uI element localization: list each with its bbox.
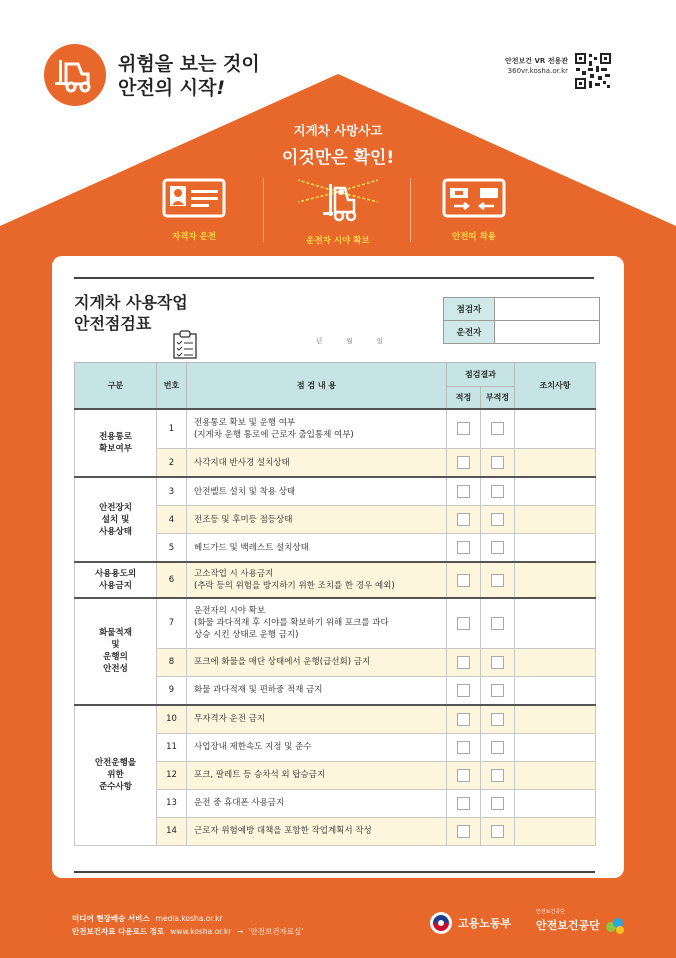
category-cell <box>75 477 157 562</box>
footer-media-label: 미디어 현장배송 서비스 <box>72 914 150 923</box>
moel-name: 고용노동부 <box>458 917 512 930</box>
ok-checkbox[interactable] <box>457 769 470 782</box>
result-ok-cell <box>447 598 481 648</box>
item-content <box>187 817 447 845</box>
header-ng: 부적정 <box>481 387 515 409</box>
category-label: 전용통로 <box>99 431 132 442</box>
item-content-line: (지게차 운행 통로에 근로자 출입통제 여부) <box>194 429 354 440</box>
result-ok-cell <box>447 506 481 534</box>
category-cell <box>75 562 157 598</box>
category-label: 사용상태 <box>99 526 132 537</box>
table-row <box>75 562 596 598</box>
icon-item-license <box>134 178 254 242</box>
category-label: 준수사항 <box>99 782 132 792</box>
result-ng-cell <box>481 598 515 648</box>
item-content <box>187 705 447 734</box>
ok-checkbox[interactable] <box>457 684 470 697</box>
result-ng-cell <box>481 562 515 598</box>
header-result: 점검결과 <box>447 363 515 387</box>
item-number: 2 <box>157 449 187 478</box>
item-number: 6 <box>157 562 187 598</box>
form-title <box>74 292 188 334</box>
ng-checkbox[interactable] <box>491 485 504 498</box>
result-ok-cell <box>447 733 481 761</box>
item-content <box>187 761 447 789</box>
bottom-rule <box>74 871 595 873</box>
date-month-label: 월 <box>346 337 353 345</box>
item-content <box>187 789 447 817</box>
category-label: 안전운행을 <box>94 758 137 768</box>
result-ng-cell <box>481 506 515 534</box>
top-rule <box>74 277 594 279</box>
result-ng-cell <box>481 477 515 506</box>
result-ok-cell <box>447 789 481 817</box>
hero-subtitle: 지게차 사망사고 <box>293 123 383 138</box>
result-ng-cell <box>481 676 515 705</box>
item-content-line: 상승 시킨 상태로 운행 금지) <box>194 630 299 641</box>
action-field[interactable] <box>515 789 596 817</box>
result-ok-cell <box>447 534 481 563</box>
item-number: 7 <box>157 598 187 648</box>
header-category: 구분 <box>75 363 157 409</box>
result-ng-cell <box>481 817 515 845</box>
ng-checkbox[interactable] <box>491 656 504 669</box>
vr-info <box>490 56 568 76</box>
item-number: 4 <box>157 506 187 534</box>
ng-checkbox[interactable] <box>491 422 504 435</box>
item-content-line: 사업장내 제한속도 지정 및 준수 <box>194 742 312 752</box>
item-content <box>187 506 447 534</box>
hero-title: 이것만은 확인! <box>281 148 395 168</box>
result-ok-cell <box>447 648 481 676</box>
icon-caption-seatbelt: 안전띠 착용 <box>451 232 496 242</box>
action-field[interactable] <box>515 676 596 705</box>
item-content <box>187 562 447 598</box>
icon-caption-visibility: 운전자 시야 확보 <box>306 236 370 246</box>
ok-checkbox[interactable] <box>457 656 470 669</box>
category-label: 사용금지 <box>99 581 132 591</box>
ng-checkbox[interactable] <box>491 769 504 782</box>
slogan-line2: 안전의 시작 <box>118 77 217 99</box>
ok-checkbox[interactable] <box>457 617 470 630</box>
taegeuk-emblem-icon <box>430 912 452 934</box>
clipboard-icon <box>172 330 198 360</box>
item-number: 3 <box>157 477 187 506</box>
category-label: 설치 및 <box>101 514 130 525</box>
action-field[interactable] <box>515 598 596 648</box>
action-field[interactable] <box>515 506 596 534</box>
category-label: 위한 <box>107 770 124 780</box>
slogan-line1: 위험을 보는 것이 <box>118 53 260 75</box>
result-ok-cell <box>447 761 481 789</box>
divider <box>263 178 264 242</box>
table-row <box>75 705 596 734</box>
ng-checkbox[interactable] <box>491 741 504 754</box>
result-ok-cell <box>447 449 481 478</box>
item-number: 5 <box>157 534 187 563</box>
action-field[interactable] <box>515 409 596 449</box>
category-label: 운행의 <box>103 652 128 663</box>
result-ng-cell <box>481 449 515 478</box>
ok-checkbox[interactable] <box>457 456 470 469</box>
kosha-small: 안전보건공단 <box>536 909 565 915</box>
result-ng-cell <box>481 648 515 676</box>
slogan <box>118 52 260 100</box>
header-number: 번호 <box>157 363 187 409</box>
forklift-logo-icon <box>44 44 106 106</box>
category-label: 안전장치 <box>99 502 132 513</box>
item-content-line: 포크에 화물을 매단 상태에서 운행(급선회) 금지 <box>194 657 371 667</box>
item-content-line: (화물 과다적재 후 시야를 확보하기 위해 포크를 과다 <box>194 618 389 629</box>
item-content <box>187 598 447 648</box>
action-field[interactable] <box>515 817 596 845</box>
category-cell <box>75 705 157 846</box>
icon-item-seatbelt <box>414 178 534 242</box>
action-field[interactable] <box>515 761 596 789</box>
item-content-line: 운전자의 시야 확보 <box>194 606 266 617</box>
result-ng-cell <box>481 761 515 789</box>
item-content-line: 화물 과다적재 및 편하중 적재 금지 <box>194 685 323 695</box>
category-label: 안전성 <box>103 664 128 675</box>
ng-checkbox[interactable] <box>491 797 504 810</box>
result-ok-cell <box>447 562 481 598</box>
icon-item-visibility <box>278 178 398 246</box>
inspector-field[interactable] <box>495 298 600 321</box>
table-row <box>75 477 596 506</box>
item-number: 14 <box>157 817 187 845</box>
result-ok-cell <box>447 817 481 845</box>
item-content-line: 전조등 및 후미등 점등상태 <box>194 514 293 525</box>
ng-checkbox[interactable] <box>491 513 504 526</box>
checklist-table <box>74 362 596 846</box>
seatbelt-icon <box>442 178 506 218</box>
result-ok-cell <box>447 676 481 705</box>
footer-download-dest: '안전보건자료실' <box>248 927 304 936</box>
id-card-icon <box>162 178 226 218</box>
ng-checkbox[interactable] <box>491 574 504 587</box>
item-content <box>187 449 447 478</box>
category-cell <box>75 598 157 705</box>
item-content-line: 사각지대 반사경 설치상태 <box>194 457 290 468</box>
date-field[interactable] <box>316 336 407 345</box>
result-ng-cell <box>481 705 515 734</box>
qr-code-icon[interactable] <box>574 52 612 90</box>
result-ng-cell <box>481 789 515 817</box>
item-content <box>187 477 447 506</box>
item-number: 13 <box>157 789 187 817</box>
result-ng-cell <box>481 409 515 449</box>
category-label: 및 <box>111 640 120 651</box>
item-number: 8 <box>157 648 187 676</box>
item-content-line: 근로자 위험예방 대책을 포함한 작업계획서 작성 <box>194 826 372 836</box>
category-label: 화물적재 <box>99 628 132 639</box>
action-field[interactable] <box>515 705 596 734</box>
item-content-line: (추락 등의 위험을 방지하기 위한 조치를 한 경우 예외) <box>194 581 395 591</box>
item-content-line: 안전벨트 설치 및 착용 상태 <box>194 486 296 497</box>
item-number: 10 <box>157 705 187 734</box>
item-content-line: 전용통로 확보 및 운행 여부 <box>194 417 296 428</box>
item-content-line: 운전 중 휴대폰 사용금지 <box>194 798 285 808</box>
ng-checkbox[interactable] <box>491 825 504 838</box>
category-label: 확보여부 <box>99 443 132 454</box>
ok-checkbox[interactable] <box>457 741 470 754</box>
result-ok-cell <box>447 409 481 449</box>
item-content-line: 고소작업 시 사용금지 <box>194 569 274 579</box>
ng-checkbox[interactable] <box>491 713 504 726</box>
item-content <box>187 648 447 676</box>
ok-checkbox[interactable] <box>457 825 470 838</box>
item-content <box>187 534 447 563</box>
result-ok-cell <box>447 477 481 506</box>
moel-logo <box>430 912 511 934</box>
action-field[interactable] <box>515 733 596 761</box>
driver-field[interactable] <box>495 321 600 344</box>
item-content <box>187 733 447 761</box>
footer-links <box>72 912 303 938</box>
vr-title: 안전보건 VR 전용관 <box>504 57 568 65</box>
icon-caption-license: 자격자 운전 <box>171 232 216 242</box>
action-field[interactable] <box>515 449 596 478</box>
action-field[interactable] <box>515 562 596 598</box>
ok-checkbox[interactable] <box>457 422 470 435</box>
ng-checkbox[interactable] <box>491 617 504 630</box>
inspector-label: 점검자 <box>444 298 495 321</box>
item-number: 12 <box>157 761 187 789</box>
kosha-leaf-icon <box>603 915 627 935</box>
item-number: 1 <box>157 409 187 449</box>
header-content: 점 검 내 용 <box>187 363 447 409</box>
forklift-visibility-icon <box>293 178 383 222</box>
result-ok-cell <box>447 705 481 734</box>
ng-checkbox[interactable] <box>491 456 504 469</box>
arrow-icon: → <box>236 927 244 936</box>
item-content <box>187 409 447 449</box>
footer-media-url[interactable]: media.kosha.or.kr <box>155 914 223 923</box>
kosha-name: 안전보건공단 <box>536 919 600 932</box>
table-row <box>75 598 596 648</box>
vr-url[interactable]: 360vr.kosha.or.kr <box>507 67 568 75</box>
item-content-line: 헤드가드 및 백레스트 설치상태 <box>194 542 309 553</box>
ok-checkbox[interactable] <box>457 485 470 498</box>
item-number: 9 <box>157 676 187 705</box>
form-title-line2: 안전점검표 <box>74 314 152 333</box>
signature-table <box>443 297 600 344</box>
slogan-exclaim: ! <box>216 77 226 99</box>
ng-checkbox[interactable] <box>491 541 504 554</box>
action-field[interactable] <box>515 648 596 676</box>
date-year-label: 년 <box>316 337 323 345</box>
result-ng-cell <box>481 733 515 761</box>
item-content-line: 무자격자 운전 금지 <box>194 714 266 724</box>
header-action: 조치사항 <box>515 363 596 409</box>
kosha-logo <box>536 908 627 935</box>
ok-checkbox[interactable] <box>457 713 470 726</box>
form-title-line1: 지게차 사용작업 <box>74 293 188 312</box>
header-ok: 적정 <box>447 387 481 409</box>
item-number: 11 <box>157 733 187 761</box>
category-cell <box>75 409 157 478</box>
ok-checkbox[interactable] <box>457 797 470 810</box>
item-content-line: 포크, 팔레트 등 승차석 외 탑승금지 <box>194 770 326 780</box>
date-day-label: 일 <box>376 337 383 345</box>
category-label: 사용용도외 <box>94 569 137 579</box>
footer-download-label: 안전보건자료 다운로드 경로 <box>72 927 165 936</box>
ok-checkbox[interactable] <box>457 513 470 526</box>
divider <box>410 178 411 242</box>
driver-label: 운전자 <box>444 321 495 344</box>
action-field[interactable] <box>515 477 596 506</box>
action-field[interactable] <box>515 534 596 563</box>
ok-checkbox[interactable] <box>457 574 470 587</box>
table-row <box>75 409 596 449</box>
ok-checkbox[interactable] <box>457 541 470 554</box>
item-content <box>187 676 447 705</box>
footer-download-url[interactable]: www.kosha.or.kr <box>170 927 232 936</box>
result-ng-cell <box>481 534 515 563</box>
ng-checkbox[interactable] <box>491 684 504 697</box>
